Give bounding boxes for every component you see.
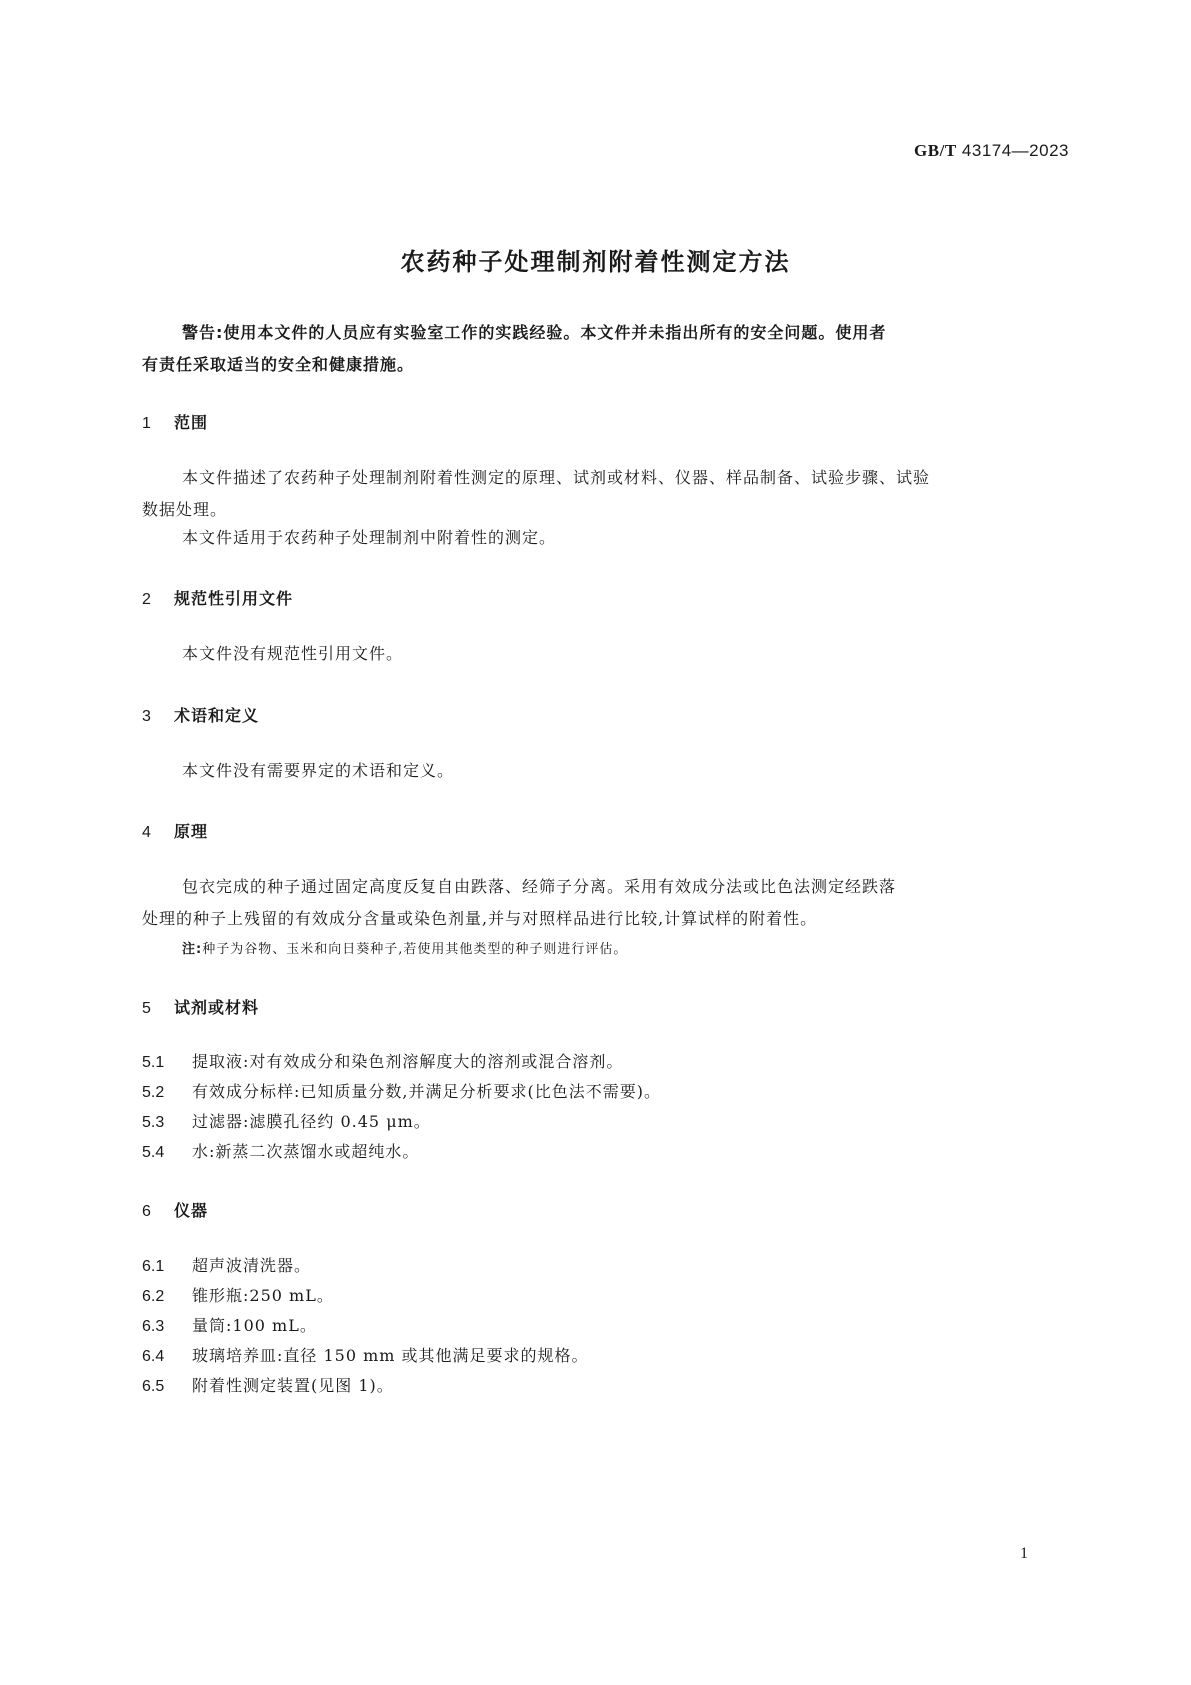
item-text: 锥形瓶:250 mL。	[192, 1286, 334, 1305]
section-3-paragraph-1	[142, 755, 1064, 787]
section-heading-4	[142, 819, 208, 842]
section-heading-5	[142, 995, 259, 1018]
page-number: 1	[1020, 1545, 1028, 1562]
item-number: 6.3	[142, 1318, 165, 1335]
section-heading-2	[142, 586, 293, 609]
paragraph-line: 处理的种子上残留的有效成分含量或染色剂量,并与对照样品进行比较,计算试样的附着性。	[142, 909, 818, 928]
list-item-5-1	[142, 1049, 623, 1072]
section-1-paragraph-1	[142, 462, 1064, 526]
section-heading-3	[142, 703, 259, 726]
paragraph-line: 本文件没有需要界定的术语和定义。	[182, 761, 455, 780]
item-text: 附着性测定装置(见图 1)。	[192, 1376, 394, 1395]
item-number: 5.2	[142, 1084, 165, 1101]
item-number: 6.1	[142, 1258, 165, 1275]
item-number: 6.2	[142, 1288, 165, 1305]
section-number: 2	[142, 591, 152, 608]
list-item-6-3	[142, 1313, 317, 1336]
list-item-5-4	[142, 1139, 419, 1162]
standard-code	[914, 141, 1069, 161]
standard-prefix: GB/T	[914, 141, 957, 160]
section-number: 6	[142, 1203, 152, 1220]
list-item-5-3	[142, 1109, 431, 1132]
paragraph-line: 本文件没有规范性引用文件。	[182, 644, 404, 663]
paragraph-line: 数据处理。	[142, 500, 228, 519]
item-text: 有效成分标样:已知质量分数,并满足分析要求(比色法不需要)。	[192, 1082, 661, 1101]
item-text: 过滤器:滤膜孔径约 0.45 μm。	[192, 1112, 431, 1131]
section-4-note	[182, 938, 627, 957]
item-number: 5.4	[142, 1144, 165, 1161]
item-number: 5.1	[142, 1054, 165, 1071]
item-text: 超声波清洗器。	[192, 1256, 312, 1275]
note-label: 注:	[182, 942, 203, 957]
list-item-6-4	[142, 1343, 589, 1366]
item-number: 5.3	[142, 1114, 165, 1131]
section-4-paragraph-1	[142, 871, 1064, 935]
note-text: 种子为谷物、玉米和向日葵种子,若使用其他类型的种子则进行评估。	[202, 942, 628, 957]
item-text: 提取液:对有效成分和染色剂溶解度大的溶剂或混合溶剂。	[192, 1052, 624, 1071]
item-text: 量筒:100 mL。	[192, 1316, 317, 1335]
list-item-6-5	[142, 1373, 394, 1396]
section-1-paragraph-2	[142, 522, 1064, 554]
section-number: 3	[142, 708, 152, 725]
item-text: 水:新蒸二次蒸馏水或超纯水。	[192, 1142, 420, 1161]
standard-number: 43174—2023	[961, 141, 1069, 160]
section-heading-1	[142, 410, 208, 433]
section-title: 试剂或材料	[174, 998, 260, 1017]
item-number: 6.5	[142, 1378, 165, 1395]
list-item-6-1	[142, 1253, 311, 1276]
paragraph-line: 本文件描述了农药种子处理制剂附着性测定的原理、试剂或材料、仪器、样品制备、试验步骤、试验	[182, 468, 931, 487]
section-number: 4	[142, 824, 152, 841]
list-item-5-2	[142, 1079, 661, 1102]
warning-line-1: 警告:使用本文件的人员应有实验室工作的实践经验。本文件并未指出所有的安全问题。使用者	[182, 323, 887, 342]
item-number: 6.4	[142, 1348, 165, 1365]
paragraph-line: 包衣完成的种子通过固定高度反复自由跌落、经筛子分离。采用有效成分法或比色法测定经跌落	[182, 877, 897, 896]
warning-block	[142, 317, 1064, 381]
section-2-paragraph-1	[142, 638, 1064, 670]
section-title: 范围	[174, 413, 209, 432]
section-number: 1	[142, 415, 152, 432]
section-title: 术语和定义	[174, 706, 260, 725]
section-title: 原理	[174, 822, 209, 841]
paragraph-line: 本文件适用于农药种子处理制剂中附着性的测定。	[182, 528, 557, 547]
section-title: 仪器	[174, 1201, 209, 1220]
section-number: 5	[142, 1000, 152, 1017]
warning-line-2: 有责任采取适当的安全和健康措施。	[142, 355, 415, 374]
document-title: 农药种子处理制剂附着性测定方法	[400, 248, 791, 276]
section-heading-6	[142, 1198, 208, 1221]
list-item-6-2	[142, 1283, 334, 1306]
item-text: 玻璃培养皿:直径 150 mm 或其他满足要求的规格。	[192, 1346, 589, 1365]
section-title: 规范性引用文件	[174, 589, 294, 608]
